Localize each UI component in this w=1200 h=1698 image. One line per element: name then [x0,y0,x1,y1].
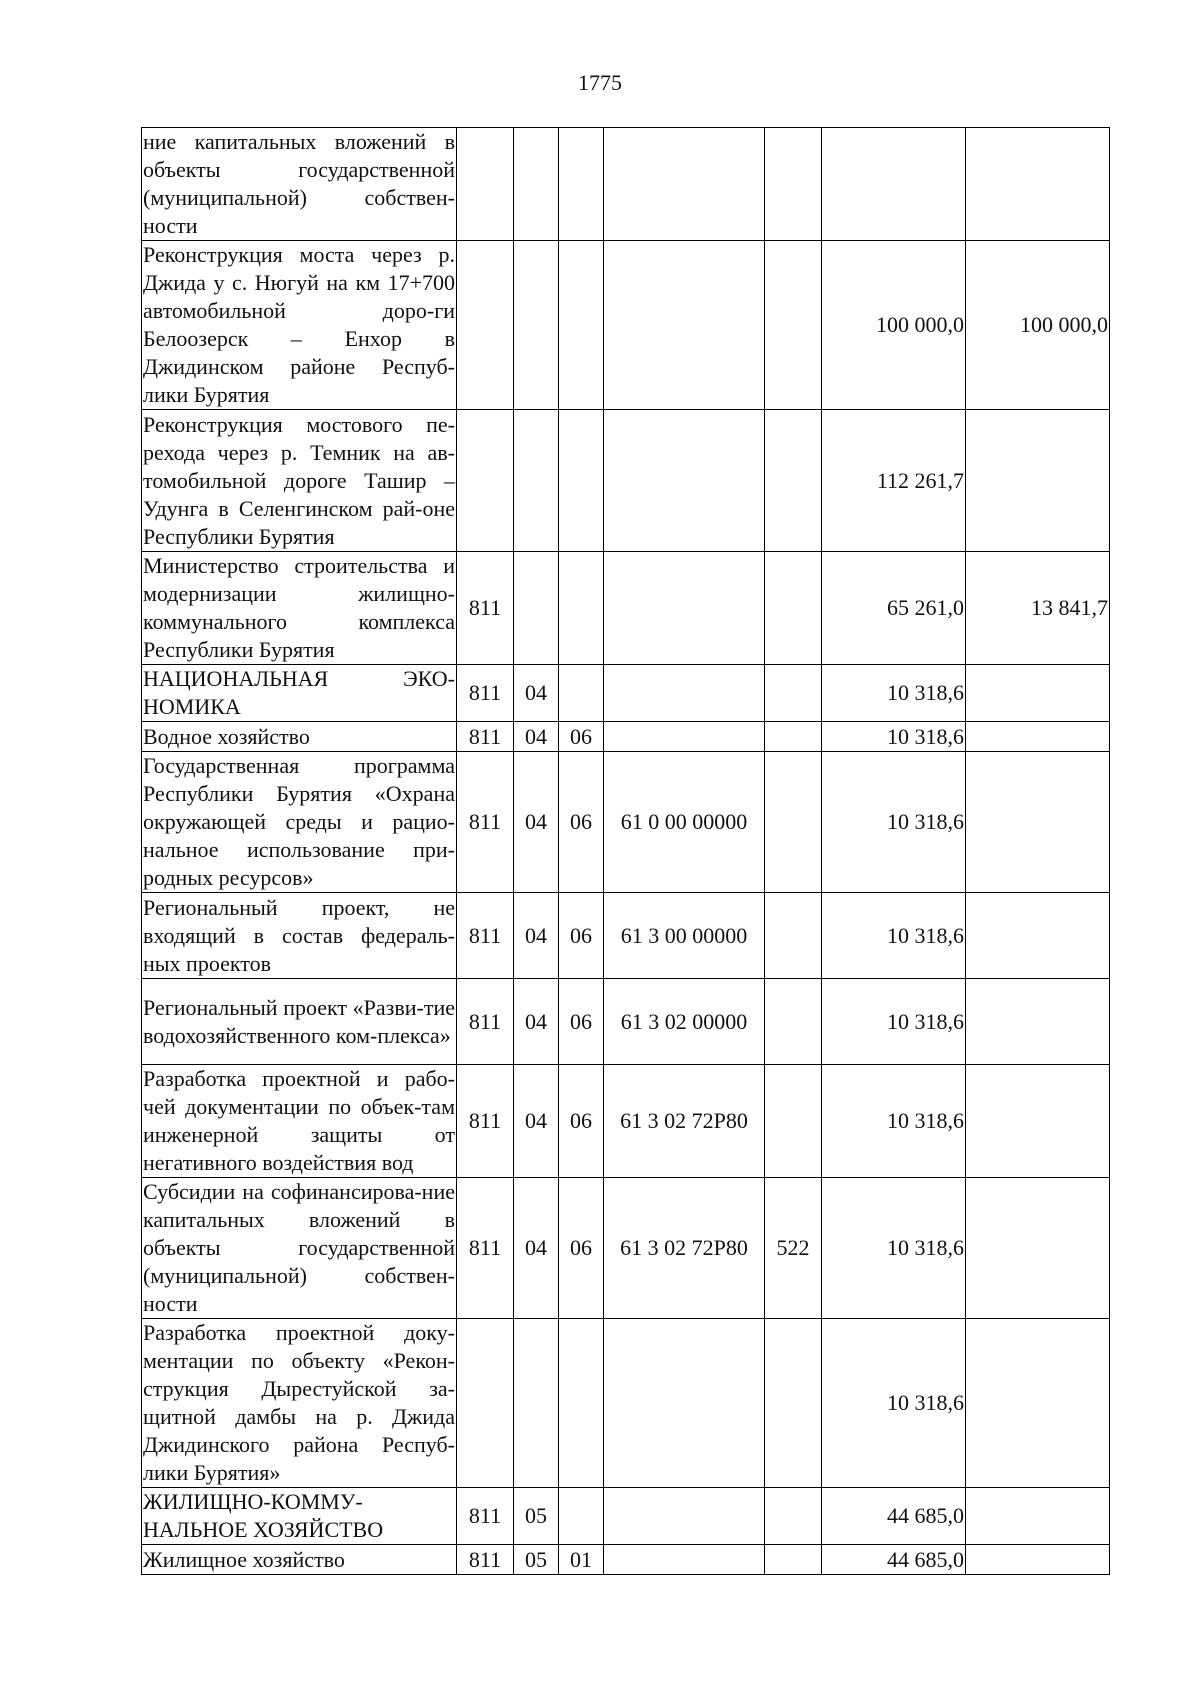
table-row [142,1065,1110,1178]
amount-year-2 [966,893,1110,979]
row-name: Региональный проект, не входящий в состав федераль-ных проектов [142,893,457,979]
table-row [142,722,1110,752]
amount-year-1: 10 318,6 [822,1319,966,1488]
subsection-code: 06 [559,979,604,1065]
admin-code: 811 [457,1178,514,1319]
section-code: 04 [514,893,559,979]
table-row [142,665,1110,722]
expense-type-code [765,128,822,241]
admin-code: 811 [457,752,514,893]
expense-type-code [765,722,822,752]
subsection-code [559,1488,604,1545]
target-article-code [604,1488,765,1545]
target-article-code [604,1319,765,1488]
subsection-code [559,1319,604,1488]
amount-year-1: 10 318,6 [822,979,966,1065]
amount-year-1: 10 318,6 [822,722,966,752]
admin-code: 811 [457,1065,514,1178]
expense-type-code: 522 [765,1178,822,1319]
target-article-code [604,665,765,722]
target-article-code [604,552,765,665]
target-article-code: 61 3 00 00000 [604,893,765,979]
section-code: 04 [514,1178,559,1319]
subsection-code [559,552,604,665]
amount-year-2 [966,128,1110,241]
admin-code [457,1319,514,1488]
row-name: НАЦИОНАЛЬНАЯ ЭКО-НОМИКА [142,665,457,722]
amount-year-1: 10 318,6 [822,893,966,979]
table-row [142,241,1110,410]
subsection-code [559,410,604,552]
expense-type-code [765,1545,822,1575]
admin-code: 811 [457,722,514,752]
admin-code: 811 [457,552,514,665]
row-name: Субсидии на софинансирова-ние капитальных вложений в объекты государственной (муниципальной) собствен-ности [142,1178,457,1319]
table-row [142,979,1110,1065]
amount-year-1: 10 318,6 [822,1065,966,1178]
amount-year-2 [966,1319,1110,1488]
row-name: Разработка проектной и рабо-чей документации по объек-там инженерной защиты от негативного воздействия вод [142,1065,457,1178]
expense-type-code [765,1488,822,1545]
admin-code [457,410,514,552]
target-article-code [604,410,765,552]
amount-year-2 [966,979,1110,1065]
amount-year-1: 44 685,0 [822,1545,966,1575]
amount-year-2 [966,410,1110,552]
amount-year-1: 65 261,0 [822,552,966,665]
amount-year-2 [966,1178,1110,1319]
subsection-code: 06 [559,722,604,752]
admin-code: 811 [457,665,514,722]
amount-year-2 [966,752,1110,893]
target-article-code [604,1545,765,1575]
target-article-code [604,128,765,241]
section-code [514,410,559,552]
expense-type-code [765,552,822,665]
target-article-code: 61 0 00 00000 [604,752,765,893]
table-row [142,893,1110,979]
table-row [142,128,1110,241]
section-code [514,241,559,410]
amount-year-1: 10 318,6 [822,752,966,893]
expense-type-code [765,1319,822,1488]
row-name: Жилищное хозяйство [142,1545,457,1575]
row-name: Водное хозяйство [142,722,457,752]
subsection-code: 06 [559,893,604,979]
amount-year-1: 10 318,6 [822,665,966,722]
row-name: Министерство строительства и модернизации жилищно-коммунального комплекса Республики Бурятия [142,552,457,665]
section-code [514,128,559,241]
subsection-code: 06 [559,752,604,893]
table-row [142,752,1110,893]
row-name: ЖИЛИЩНО-КОММУ-НАЛЬНОЕ ХОЗЯЙСТВО [142,1488,457,1545]
expense-type-code [765,752,822,893]
expense-type-code [765,893,822,979]
subsection-code: 06 [559,1178,604,1319]
row-name: Реконструкция моста через р. Джида у с. Нюгуй на км 17+700 автомобильной доро-ги Белоозерск – Енхор в Джидинском районе Респуб-лики Бурятия [142,241,457,410]
target-article-code: 61 3 02 72Р80 [604,1065,765,1178]
admin-code: 811 [457,979,514,1065]
admin-code [457,128,514,241]
subsection-code [559,128,604,241]
amount-year-2 [966,1545,1110,1575]
row-name: Государственная программа Республики Бурятия «Охрана окружающей среды и рацио-нальное использование при-родных ресурсов» [142,752,457,893]
section-code [514,1319,559,1488]
target-article-code [604,722,765,752]
table-row [142,1488,1110,1545]
subsection-code: 06 [559,1065,604,1178]
amount-year-1: 44 685,0 [822,1488,966,1545]
admin-code: 811 [457,893,514,979]
expense-type-code [765,410,822,552]
section-code: 05 [514,1545,559,1575]
table-row [142,1545,1110,1575]
table-body [142,128,1110,1575]
amount-year-2 [966,1065,1110,1178]
target-article-code: 61 3 02 72Р80 [604,1178,765,1319]
amount-year-2 [966,1488,1110,1545]
section-code: 04 [514,979,559,1065]
row-name: Региональный проект «Разви-тие водохозяйственного ком-плекса» [142,979,457,1065]
admin-code [457,241,514,410]
amount-year-1: 10 318,6 [822,1178,966,1319]
amount-year-1: 100 000,0 [822,241,966,410]
row-name: ние капитальных вложений в объекты государственной (муниципальной) собствен-ности [142,128,457,241]
table-row [142,1319,1110,1488]
page-number: 1775 [578,70,622,95]
section-code [514,552,559,665]
expense-type-code [765,1065,822,1178]
table-row [142,552,1110,665]
section-code: 04 [514,1065,559,1178]
section-code: 05 [514,1488,559,1545]
amount-year-2: 100 000,0 [966,241,1110,410]
amount-year-2 [966,722,1110,752]
subsection-code [559,665,604,722]
row-name: Разработка проектной доку-ментации по объекту «Рекон-струкция Дырестуйской за-щитной дамбы на р. Джида Джидинского района Респуб-лики Бурятия» [142,1319,457,1488]
amount-year-2 [966,665,1110,722]
admin-code: 811 [457,1545,514,1575]
expense-type-code [765,665,822,722]
row-name: Реконструкция мостового пе-рехода через р. Темник на ав-томобильной дороге Ташир – Удунга в Селенгинском рай-оне Республики Бурятия [142,410,457,552]
amount-year-1 [822,128,966,241]
target-article-code [604,241,765,410]
table-row [142,410,1110,552]
expense-type-code [765,241,822,410]
section-code: 04 [514,722,559,752]
section-code: 04 [514,752,559,893]
target-article-code: 61 3 02 00000 [604,979,765,1065]
budget-table [141,127,1110,1575]
subsection-code: 01 [559,1545,604,1575]
section-code: 04 [514,665,559,722]
subsection-code [559,241,604,410]
expense-type-code [765,979,822,1065]
admin-code: 811 [457,1488,514,1545]
amount-year-1: 112 261,7 [822,410,966,552]
table-row [142,1178,1110,1319]
amount-year-2: 13 841,7 [966,552,1110,665]
